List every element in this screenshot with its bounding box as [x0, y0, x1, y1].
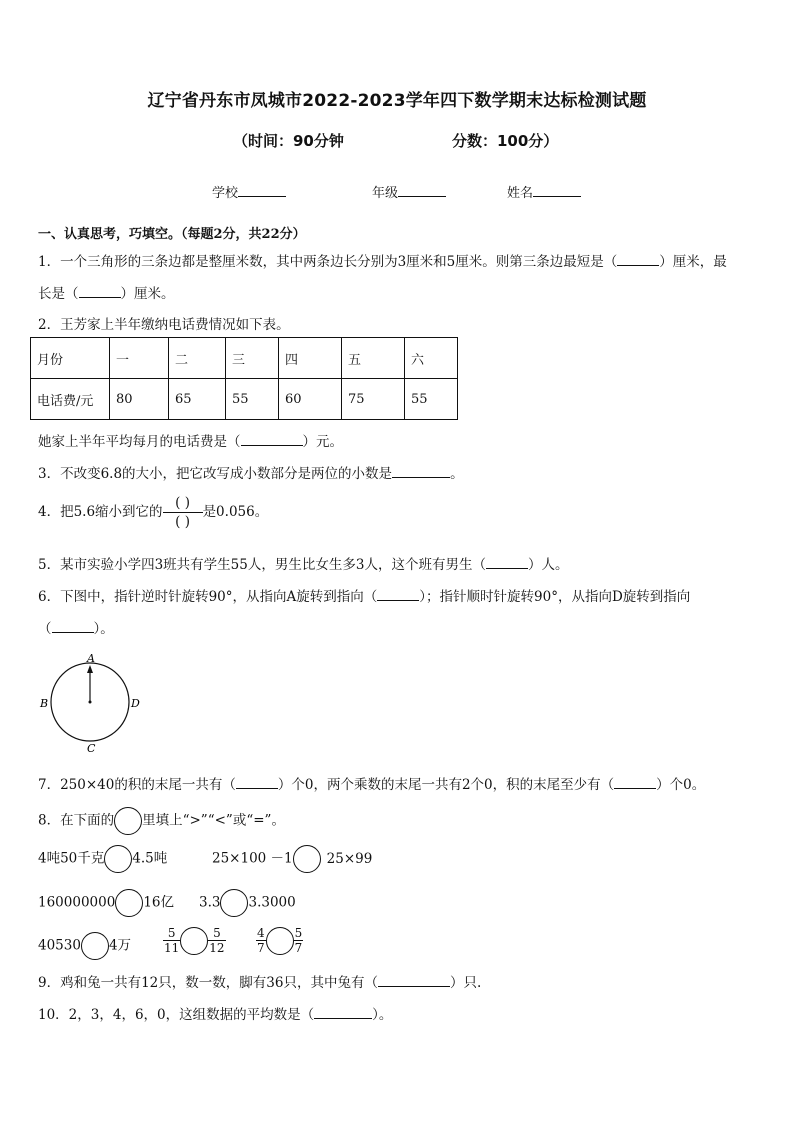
q6-blank-2[interactable] [52, 620, 94, 633]
table-cell: 60 [279, 379, 342, 420]
q2-text-a: 她家上半年平均每月的电话费是（ [38, 434, 241, 450]
pointer-arrow-icon [87, 665, 93, 673]
table-row [31, 338, 458, 379]
label-c: C [87, 742, 96, 755]
table-cell: 55 [226, 379, 279, 420]
q10-text-b: ）。 [372, 1007, 393, 1023]
q10-blank[interactable] [314, 1006, 372, 1019]
question-1-line-1 [38, 250, 727, 270]
question-7 [38, 773, 705, 793]
q3-text: 3．不改变6.8的大小，把它改写成小数部分是两位的小数是 [38, 466, 393, 482]
question-1-line-2 [38, 282, 175, 302]
q1-blank-2[interactable] [79, 285, 121, 298]
q9-blank[interactable] [378, 974, 450, 987]
q3-blank[interactable] [392, 465, 450, 478]
section-heading: 一、认真思考，巧填空。（每题2分，共22分） [38, 227, 306, 242]
q8-row-2b [199, 889, 296, 917]
table-cell: 二 [169, 338, 226, 379]
name-field [507, 182, 581, 201]
q7-blank-1[interactable] [236, 776, 278, 789]
q8-row-1a [38, 845, 167, 873]
question-6-line-2 [38, 617, 114, 637]
grade-label: 年级 [372, 186, 399, 201]
q8-row-2a [38, 889, 174, 917]
phone-fee-table [30, 337, 458, 420]
q8-expr-right: 3.3000 [248, 894, 296, 911]
question-2: 2．王芳家上半年缴纳电话费情况如下表。 [38, 317, 290, 333]
compare-circle[interactable] [104, 845, 132, 873]
question-10 [38, 1003, 392, 1023]
fraction-num: 5 [208, 926, 225, 941]
q7-text-c: ）个0。 [656, 777, 706, 793]
q2-text-b: ）元。 [302, 434, 343, 450]
fraction-num: 4 [257, 926, 265, 940]
q9-text-b: ）只. [449, 975, 482, 991]
fraction [163, 926, 180, 955]
q4-text-b: 是0.056。 [202, 504, 269, 520]
fraction-den: 7 [294, 941, 303, 955]
table-cell: 55 [405, 379, 458, 420]
q8-expr-left: 3.3 [199, 894, 221, 911]
compare-circle[interactable] [293, 845, 321, 873]
q7-text-b: ）个0，两个乘数的末尾一共有2个0，积的末尾至少有（ [277, 777, 615, 793]
q6-text-d: ）。 [93, 621, 114, 637]
q7-blank-2[interactable] [614, 776, 656, 789]
fraction [256, 926, 266, 955]
question-8 [38, 807, 285, 835]
q4-fraction-num: ( ) [163, 494, 203, 513]
q8-row-1b [212, 845, 372, 873]
q8-expr-left: 160000000 [38, 894, 116, 911]
compare-circle[interactable] [266, 927, 294, 955]
compare-circle[interactable] [180, 927, 208, 955]
q6-text-c: （ [38, 621, 52, 637]
compare-circle[interactable] [220, 889, 248, 917]
dial-center [89, 701, 92, 704]
q1-text-c: 长是（ [38, 286, 79, 302]
q5-text-b: ）人。 [527, 557, 569, 573]
table-cell: 月份 [31, 338, 110, 379]
clock-dial-diagram [35, 650, 150, 758]
q1-text-b: ）厘米，最 [659, 254, 727, 270]
school-blank[interactable] [238, 183, 286, 197]
q4-fraction-den: ( ) [175, 514, 190, 530]
name-label: 姓名 [507, 186, 534, 201]
question-6-line-1 [38, 585, 690, 605]
table-cell: 80 [110, 379, 169, 420]
q1-blank-1[interactable] [617, 253, 659, 266]
q6-blank-1[interactable] [377, 588, 419, 601]
q3-end: 。 [450, 466, 464, 482]
q7-text-a: 7．250×40的积的末尾一共有（ [38, 777, 236, 793]
question-9 [38, 971, 481, 991]
q8-text-b: 里填上“>”“<”或“=”。 [142, 812, 285, 829]
q8-expr-right: 16亿 [143, 894, 174, 911]
fraction-num: 5 [294, 926, 303, 940]
school-label: 学校 [212, 186, 239, 201]
name-blank[interactable] [533, 183, 581, 197]
question-4 [38, 494, 268, 531]
q4-fraction[interactable] [163, 494, 203, 531]
fraction [208, 926, 225, 955]
q8-expr-right: 4万 [108, 937, 132, 954]
q5-text-a: 5．某市实验小学四3班共有学生55人，男生比女生多3人，这个班有男生（ [38, 557, 486, 573]
fraction [294, 926, 304, 955]
table-cell: 电话费/元 [31, 379, 110, 420]
q6-text-a: 6．下图中，指针逆时针旋转90°，从指向A旋转到指向（ [38, 589, 378, 605]
fraction-den: 12 [209, 941, 225, 955]
exam-title: 辽宁省丹东市凤城市2022-2023学年四下数学期末达标检测试题 [147, 91, 647, 111]
compare-circle[interactable] [115, 889, 143, 917]
q8-expr-left: 40530 [38, 937, 81, 954]
table-cell: 三 [226, 338, 279, 379]
table-cell: 四 [279, 338, 342, 379]
q8-expr-right: 4.5吨 [132, 850, 168, 867]
compare-circle[interactable] [81, 932, 109, 960]
q8-expr-left: 4吨50千克 [38, 850, 105, 867]
q8-expr-left: 25×100 －1 [212, 850, 293, 867]
q1-text-d: ）厘米。 [120, 286, 175, 302]
q2-blank[interactable] [241, 433, 303, 446]
fraction-den: 7 [257, 941, 265, 955]
q8-expr-right: 25×99 [326, 850, 373, 867]
label-b: B [40, 697, 49, 710]
exam-time: （时间：90分钟 [233, 132, 344, 150]
label-d: D [131, 697, 140, 710]
q6-text-b: ）；指针顺时针旋转90°，从指向D旋转到指向 [419, 589, 691, 605]
question-2-ask [38, 430, 343, 450]
label-a: A [87, 652, 95, 665]
grade-field [372, 182, 446, 201]
fraction-den: 11 [164, 941, 180, 955]
q5-blank[interactable] [486, 556, 528, 569]
q9-text-a: 9．鸡和兔一共有12只，数一数，脚有36只，其中兔有（ [38, 975, 378, 991]
compare-circle [114, 807, 142, 835]
table-cell: 75 [342, 379, 405, 420]
question-5 [38, 553, 568, 573]
q8-row-3c [256, 926, 303, 955]
q8-row-3b [163, 926, 226, 955]
table-cell: 一 [110, 338, 169, 379]
question-3 [38, 462, 464, 482]
q8-text-a: 8．在下面的 [38, 812, 115, 829]
q10-text-a: 10．2，3，4，6，0，这组数据的平均数是（ [38, 1007, 315, 1023]
q8-row-3a [38, 932, 131, 960]
q1-text-a: 1．一个三角形的三条边都是整厘米数，其中两条边长分别为3厘米和5厘米。则第三条边最短是（ [38, 254, 618, 270]
table-row [31, 379, 458, 420]
grade-blank[interactable] [398, 183, 446, 197]
q4-text-a: 4．把5.6缩小到它的 [38, 504, 163, 520]
table-cell: 五 [342, 338, 405, 379]
exam-score: 分数：100分） [452, 132, 559, 150]
school-field [212, 182, 286, 201]
fraction-num: 5 [163, 926, 180, 941]
table-cell: 65 [169, 379, 226, 420]
table-cell: 六 [405, 338, 458, 379]
